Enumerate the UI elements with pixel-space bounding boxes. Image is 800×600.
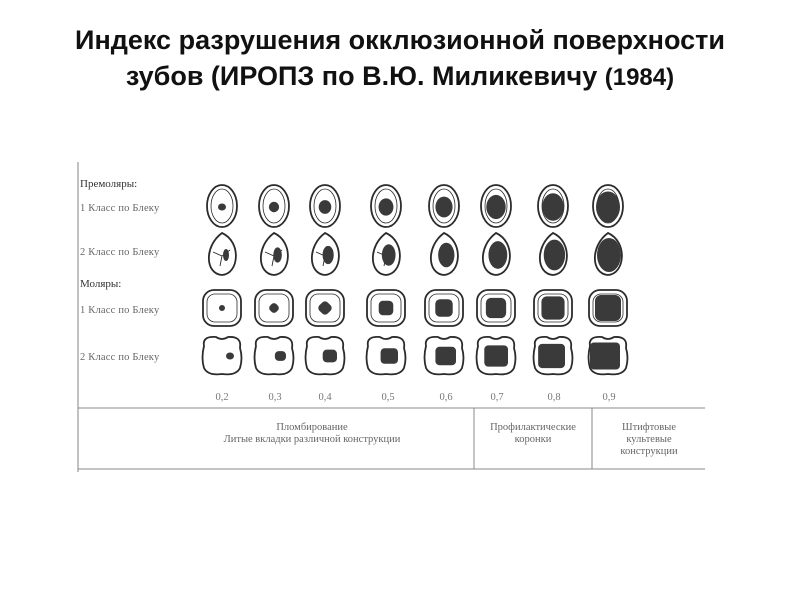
lesion-area [541,296,564,319]
premolar-class2-icon [483,233,510,275]
lesion-area [218,204,226,211]
index-label: 0,5 [381,392,395,403]
molar-class1-icon [589,290,627,326]
lesion-area [379,301,394,316]
molar-class2-icon [589,337,628,374]
lesion-area [323,246,334,264]
premolar-class2-icon [431,233,458,275]
lesion-area [323,350,337,363]
molar-class1-icon [203,290,241,326]
tooth-outline [209,233,236,275]
tooth-outline [203,337,242,374]
treatment-filling-line1: Пломбирование [276,422,348,433]
molar-class1-icon [367,290,405,326]
treatment-post-core-line1: Штифтовые [622,422,676,433]
molar-class2-icon [306,337,345,374]
molar-class1-icon [306,290,344,326]
premolar-class2-icon [373,233,400,275]
slide-title-main: Индекс разрушения окклюзионной поверхности зубов (ИРОПЗ по В.Ю. Миликевичу [75,25,725,91]
premolar-class2-icon [209,233,236,275]
premolar-class1-icon [429,185,459,227]
lesion-area [486,298,506,318]
premolar-class1-icon [207,185,237,227]
lesion-area [218,304,226,312]
molar-class1-icon [255,290,293,326]
row-label-molar-class2: 2 Класс по Блеку [80,352,160,363]
premolar-class1-icon [371,185,401,227]
lesion-area [486,195,505,219]
premolar-class1-icon [259,185,289,227]
index-label: 0,4 [318,392,332,403]
lesion-area [438,243,454,268]
molar-class1-icon [534,290,572,326]
slide-title [40,22,760,96]
lesion-area [226,353,234,360]
slide-title-year: (1984) [604,64,675,91]
row-label-premolar-class1: 1 Класс по Блеку [80,203,160,214]
lesion-area [435,299,452,316]
index-label: 0,7 [490,392,504,403]
treatment-post-core-line3: конструкции [620,446,678,457]
molar-class2-icon [203,337,242,374]
treatment-post-core-line2: культевые [626,434,672,445]
lesion-area [275,351,286,361]
premolar-class2-icon [595,233,622,275]
index-label: 0,3 [268,392,282,403]
treatment-filling-line2: Литые вкладки различной конструкции [223,434,401,445]
lesion-area [596,192,620,223]
lesion-area [381,348,398,364]
molar-class2-icon [255,337,294,374]
row-label-premolar-class2: 2 Класс по Блеку [80,247,160,258]
treatment-crowns-line2: коронки [514,434,552,445]
treatment-crowns-line1: Профилактические [490,422,576,433]
lesion-area [435,347,456,365]
tooth-outline [255,337,294,374]
index-label: 0,6 [439,392,453,403]
index-label: 0,2 [215,392,229,403]
molar-class1-icon [477,290,515,326]
treatment-crowns [476,422,590,446]
lesion-area [590,343,620,370]
molar-class2-icon [477,337,516,374]
lesion-area [435,197,452,218]
lesion-area [268,302,281,315]
row-label-molar-class1: 1 Класс по Блеку [80,305,160,316]
molar-class2-icon [367,337,406,374]
molar-class1-icon [425,290,463,326]
lesion-area [597,238,621,272]
lesion-area [488,241,507,269]
index-label: 0,8 [547,392,561,403]
molar-class2-icon [425,337,464,374]
lesion-area [595,295,621,321]
iropz-diagram [62,158,707,476]
lesion-area [223,249,229,261]
lesion-area [269,202,279,212]
lesion-area [484,345,508,366]
molars-label: Моляры: [80,278,122,290]
premolar-class1-icon [538,185,568,227]
premolar-class1-icon [481,185,511,227]
lesion-area [379,198,394,215]
lesion-area [542,193,564,221]
lesion-area [273,247,282,262]
premolar-class2-icon [540,233,567,275]
molar-class2-icon [534,337,573,374]
treatment-filling [162,422,462,446]
lesion-area [382,244,396,265]
lesion-area [319,200,332,214]
index-label: 0,9 [602,392,616,403]
premolar-class2-icon [312,233,339,275]
treatment-post-core [594,422,704,458]
lesion-area [544,240,565,271]
premolar-class2-icon [261,233,288,275]
teeth-layer [203,185,628,374]
premolar-class1-icon [310,185,340,227]
lesion-area [317,300,334,317]
premolars-label: Премоляры: [80,178,138,190]
premolar-class1-icon [593,185,623,227]
lesion-area [538,344,565,368]
